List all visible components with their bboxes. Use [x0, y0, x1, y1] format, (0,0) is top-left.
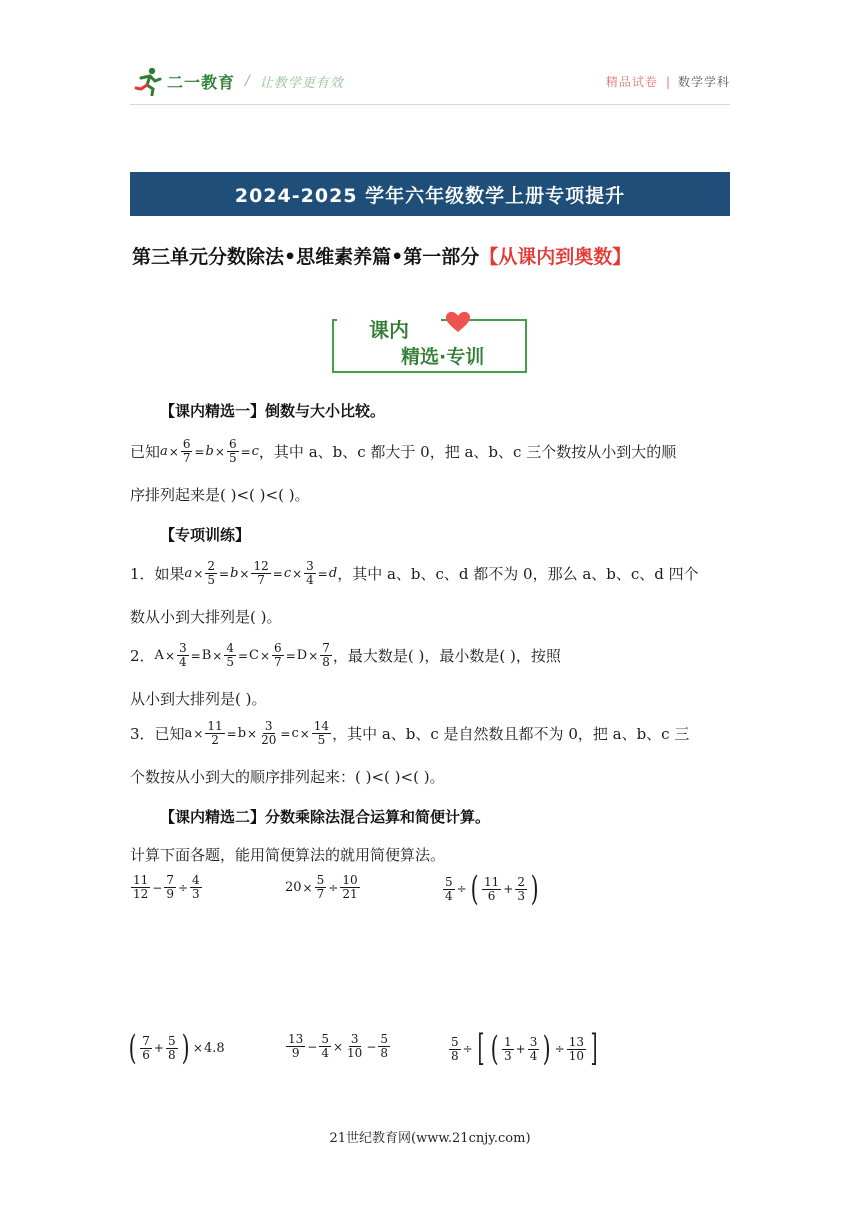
section2-instruction: 计算下面各题，能用简便算法的就用简便算法。: [130, 846, 446, 864]
section1-heading: 【课内精选一】倒数与大小比较。: [160, 402, 386, 420]
training-q1: 1．如果 a × $\frac{2}{5}$ = b × $\frac{12}{7}$ = c × $\frac{3}{4}$ = d ，其中 a、b、c、d 都不为 0，那么 a、b、c、d 四个: [130, 559, 699, 587]
header-tags: [606, 73, 730, 90]
header-tag-subject: 数学学科: [677, 75, 730, 89]
training-q3: 3．已知 a × $\frac{11}{2}$ = b × $\frac{3}{20}$ = c × $\frac{14}{5}$ ，其中 a、b、c 是自然数且都不为 0，把 a、b、c 三: [130, 719, 690, 747]
footer-source: 21世纪教育网(www.21cnjy.com): [329, 1131, 531, 1146]
section1-question: 已知 a × $\frac{6}{7}$ = b × $\frac{6}{5}$ = c ，其中 a、b、c 都大于 0，把 a、b、c 三个数按从小到大的顺: [130, 437, 677, 465]
unit-title-main: 第三单元分数除法•思维素养篇•第一部分: [132, 246, 480, 268]
header-separator: |: [665, 74, 670, 89]
site-logo: [133, 64, 344, 98]
expression-3: $\frac{5}{4}$ ÷ ( $\frac{11}{6}$ + $\frac{2}{3}$ ): [445, 869, 539, 909]
logo-text: 二一教育: [167, 72, 236, 92]
training-heading: 【专项训练】: [160, 526, 251, 544]
expression-1: $\frac{11}{12}$ − $\frac{7}{9}$ ÷ $\frac{4}{3}$: [133, 873, 200, 901]
section-badge: [331, 304, 528, 374]
training-q2: 2． A × $\frac{3}{4}$ = B × $\frac{4}{5}$ = C × $\frac{6}{7}$ = D × $\frac{7}{8}$ ，最大数是( )，最小数是( )，按照: [130, 641, 561, 669]
q1-num: 1．如果: [130, 565, 185, 583]
expression-5: $\frac{13}{9}$ − $\frac{5}{4}$ × $\frac{3}{10}$ − $\frac{5}{8}$: [288, 1032, 389, 1060]
q3-num: 3．已知: [130, 725, 185, 743]
q1-answer-line: 数从小到大排列是( )。: [130, 608, 282, 626]
expression-2: 20 × $\frac{5}{7}$ ÷ $\frac{10}{21}$: [285, 873, 358, 901]
header-tag-paper: 精品试卷: [605, 75, 658, 89]
unit-title-highlight: 【从课内到奥数】: [479, 246, 632, 268]
q2-answer-line: 从小到大排列是( )。: [130, 690, 267, 708]
title-banner: 2024-2025 学年六年级数学上册专项提升: [130, 172, 730, 216]
unit-title: [132, 242, 631, 269]
q3-mid: ，其中 a、b、c 是自然数且都不为 0，把 a、b、c 三: [332, 725, 690, 743]
q2-mid: ，最大数是( )，最小数是( )，按照: [332, 647, 561, 665]
runner-logo-icon: [133, 66, 163, 96]
section1-mid: ，其中 a、b、c 都大于 0，把 a、b、c 三个数按从小到大的顺: [258, 443, 677, 461]
q3-answer-line: 个数按从小到大的顺序排列起来：( )<( )<( )。: [130, 768, 445, 786]
logo-slogan: 让教学更有效: [259, 75, 344, 91]
section2-heading: 【课内精选二】分数乘除法混合运算和简便计算。: [160, 808, 491, 826]
section1-prefix: 已知: [130, 443, 161, 461]
q1-mid: ，其中 a、b、c、d 都不为 0，那么 a、b、c、d 四个: [337, 565, 699, 583]
badge-line2: 精选·专训: [401, 346, 485, 368]
badge-line1: 课内: [369, 318, 409, 342]
header-divider: [130, 104, 730, 105]
heart-icon: [446, 312, 470, 332]
expression-4: ( $\frac{7}{6}$ + $\frac{5}{8}$ ) × 4.8: [128, 1028, 225, 1068]
q2-num: 2．: [130, 647, 155, 665]
section1-answer-line: 序排列起来是( )<( )<( )。: [130, 486, 310, 504]
header-slash: /: [245, 73, 250, 89]
expression-6: $\frac{5}{8}$ ÷ [ ( $\frac{1}{3}$ + $\frac{3}{4}$ ) ÷ $\frac{13}{10}$ ]: [451, 1028, 598, 1069]
